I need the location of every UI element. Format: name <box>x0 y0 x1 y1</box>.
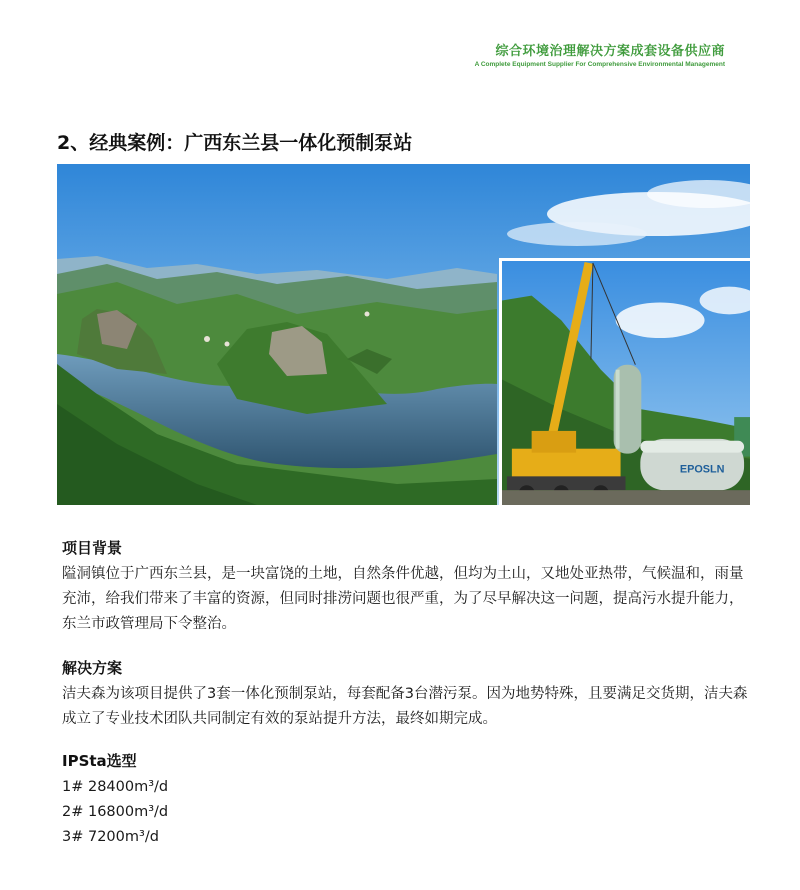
header-slogan-en: A Complete Equipment Supplier For Comprehensive Environmental Management <box>474 61 725 68</box>
solution-section <box>62 657 752 732</box>
installation-photo <box>499 258 750 505</box>
ipsta-item: 3# 7200m³/d <box>62 829 159 845</box>
page-header <box>475 40 725 68</box>
page-title: 2、经典案例：广西东兰县一体化预制泵站 <box>57 132 413 154</box>
background-heading: 项目背景 <box>62 539 123 557</box>
photo-brand-text: EPOSLN <box>679 463 725 476</box>
solution-heading: 解决方案 <box>62 659 123 677</box>
background-text: 隘洞镇位于广西东兰县，是一块富饶的土地，自然条件优越，但均为土山，又地处亚热带，气候温和，雨量充沛，给我们带来了丰富的资源，但同时排涝问题也很严重，为了尽早解决这一问题，提高污水提升能力，东兰市政管理局下令整治。 <box>62 566 744 632</box>
ipsta-item: 2# 16800m³/d <box>62 804 169 820</box>
header-slogan-cn: 综合环境治理解决方案成套设备供应商 <box>495 44 725 59</box>
ipsta-section <box>62 750 752 850</box>
solution-text: 洁夫森为该项目提供了3套一体化预制泵站，每套配备3台潜污泵。因为地势特殊，且要满足交货期，洁夫森成立了专业技术团队共同制定有效的泵站提升方法，最终如期完成。 <box>62 686 748 727</box>
project-background-section <box>62 537 752 637</box>
ipsta-heading: IPSta选型 <box>62 752 137 770</box>
ipsta-item: 1# 28400m³/d <box>62 779 169 795</box>
